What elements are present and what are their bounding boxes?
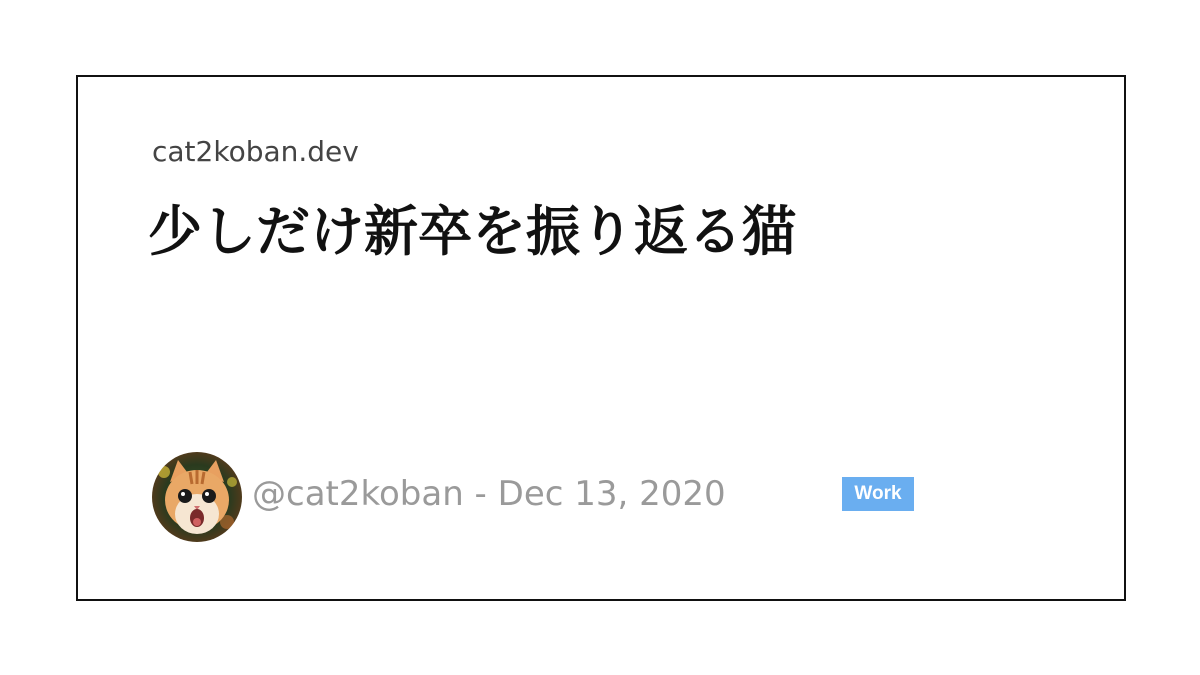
- author-avatar: [152, 452, 242, 542]
- author-handle: @cat2koban: [252, 474, 464, 514]
- post-date: Dec 13, 2020: [497, 474, 726, 514]
- site-name: cat2koban.dev: [152, 135, 359, 168]
- cat-avatar-icon: [152, 452, 242, 542]
- meta-separator: -: [463, 474, 498, 514]
- tag-badge[interactable]: Work: [842, 477, 914, 511]
- post-title: 少しだけ新卒を振り返る猫: [148, 200, 796, 263]
- post-card: [76, 75, 1126, 601]
- post-meta: [252, 474, 726, 514]
